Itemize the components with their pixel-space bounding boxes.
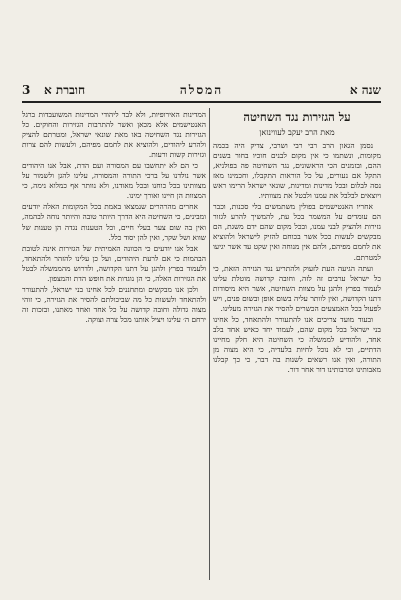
paragraph: אחרים מהרהרים שנמצאו באמת בכל המקומות האלה יודעים ומבינים, כי השחיטה היא הדרך היותר טובה והיותר נוחה לבהמה, ואין בה שום צער בעלי חיים, וכל הטענות נגדה הן טענות של שווא ושל שקר, ואין להן יסוד כלל.: [22, 202, 206, 242]
paragraph: המדינות האירופיות, ולא לבד ליהודי המדינות המשועבדות ברגל האנטישמים אלא מכאן ואשר להתרבות הגזירות והחוקים. כל הגזירות נגד השחיטה באו מאת שונאי ישראל, ומטרתם להציק ולהרע ליהודים, ולהוציא את לחמם מפיהם, ולעשות להם צרות וגזירות קשות ורעות.: [22, 110, 206, 160]
header-year: שנה א: [349, 83, 381, 97]
paragraph: נסמן הגאון הרב רבי רבי ושרבי, צדיק היה בכמה מקומות, ונשתמו כי אין מקום לבנים חוכיו בחור בשנים ההם, ובזמנים הכי הראשונים, נגד השחיטה פה בפולניא, התקל אם נעורים, על כל הוראות התקבלו, וחכמינו מאז נסה לבלום ובכל מדינות ומדינות, שונאי ישראל הרימו ראש ויוצאים לבלבל את עמנו ולבטל את מצוותיו.: [213, 141, 381, 201]
header-rule: [22, 101, 381, 103]
paragraph: ולכן אנו מבקשים ומתחננים לכל אחינו בני ישראל, להתעורר ולהתאחד ולעשות כל מה שביכולתם להסיר את הגזירה, כי זוהי מצוה גדולה וחובה קדושה על כל אחד ואחד מאתנו, ובזכות זה ירחם ה׳ עלינו ויציל אותנו מכל צרה וצוקה.: [22, 284, 206, 324]
article-byline: מאת הרב יעקב לעווינזאן: [259, 128, 335, 137]
right-column: [213, 110, 381, 580]
header-title: המסלה: [179, 83, 224, 97]
paragraph: ובעוד מועד צריכים אנו להתעורר ולהתאחד, כל אחינו בני ישראל בכל מקום שהם, לעמוד יחד כאיש אחד בלב אחד, ולהודיע לממשלה כי השחיטה היא חלק מחיינו הדתיים, וכי לא נוכל לחיות בלעדיה, כי היא מצוה מן התורה, ואין אנו רשאים לשנות בה דבר, כי כך קבלנו מאבותינו ומרבותינו דור אחר דור.: [213, 314, 381, 375]
paragraph: אחריו האנטישמים בפולין משתמשים בלי סכנות, וכבר הם עומדים על המשמר בכל עת, להמשיך להרע לגזור גזירות ולהציק לבני עמנו, ובכל מקום שהם ידם משגת, הם מבקשים לעשות ככל אשר בכוחם להזיק לישראל ולהוציא את לחמם מפיהם, ולהם אין מנוחה ואין שקט עד אשר יגיעו למטרתם.: [213, 202, 381, 262]
left-column: [22, 110, 206, 580]
paragraph: אבל אנו יודעים כי הכוונה האמיתית של הגזירות אינה לטובת הבהמות כי אם לרעת היהודים, ועל כן עלינו להזהר ולהתאחד, ולעמוד בפרץ ולהגן על דתנו הקדושה, ולדרוש מהממשלה לבטל את הגזירות האלה, כי הן נוגדות את חופש הדת והמצפון.: [22, 243, 206, 283]
column-divider: [209, 108, 210, 580]
header-issue: חוברת א: [44, 83, 86, 97]
paragraph: ועתה הגיעה העת לזעוק ולהתריע נגד הגזירה הזאת, כי כל ישראל ערבים זה לזה, וחובה קדושה מוטלת עלינו לעמוד בפרץ ולהגן על מצוות השחיטה, אשר היא מיסודות דתנו הקדושה, ואין לוותר עליה בשום אופן ובשום פנים, ויש לפעול בכל האמצעים הכשרים להסיר את הגזירה מעלינו.: [213, 263, 381, 313]
header-page-number: 3: [22, 83, 31, 97]
running-header: [22, 82, 381, 100]
article-title: על הגזירות נגד השחיטה: [243, 110, 351, 124]
paragraph: כי הם לא יתחשבו עם המסורה ועם הדת, אבל אנו היהודים אשר נולדנו על ברכי התורה והמסורה, עלינו להגן ולשמור על מצוותינו בכל כוחנו ובכל מאודנו, ולא נוותר אף כמלוא נימה, כי המצוות הן חיינו ואורך ימינו.: [22, 161, 206, 201]
